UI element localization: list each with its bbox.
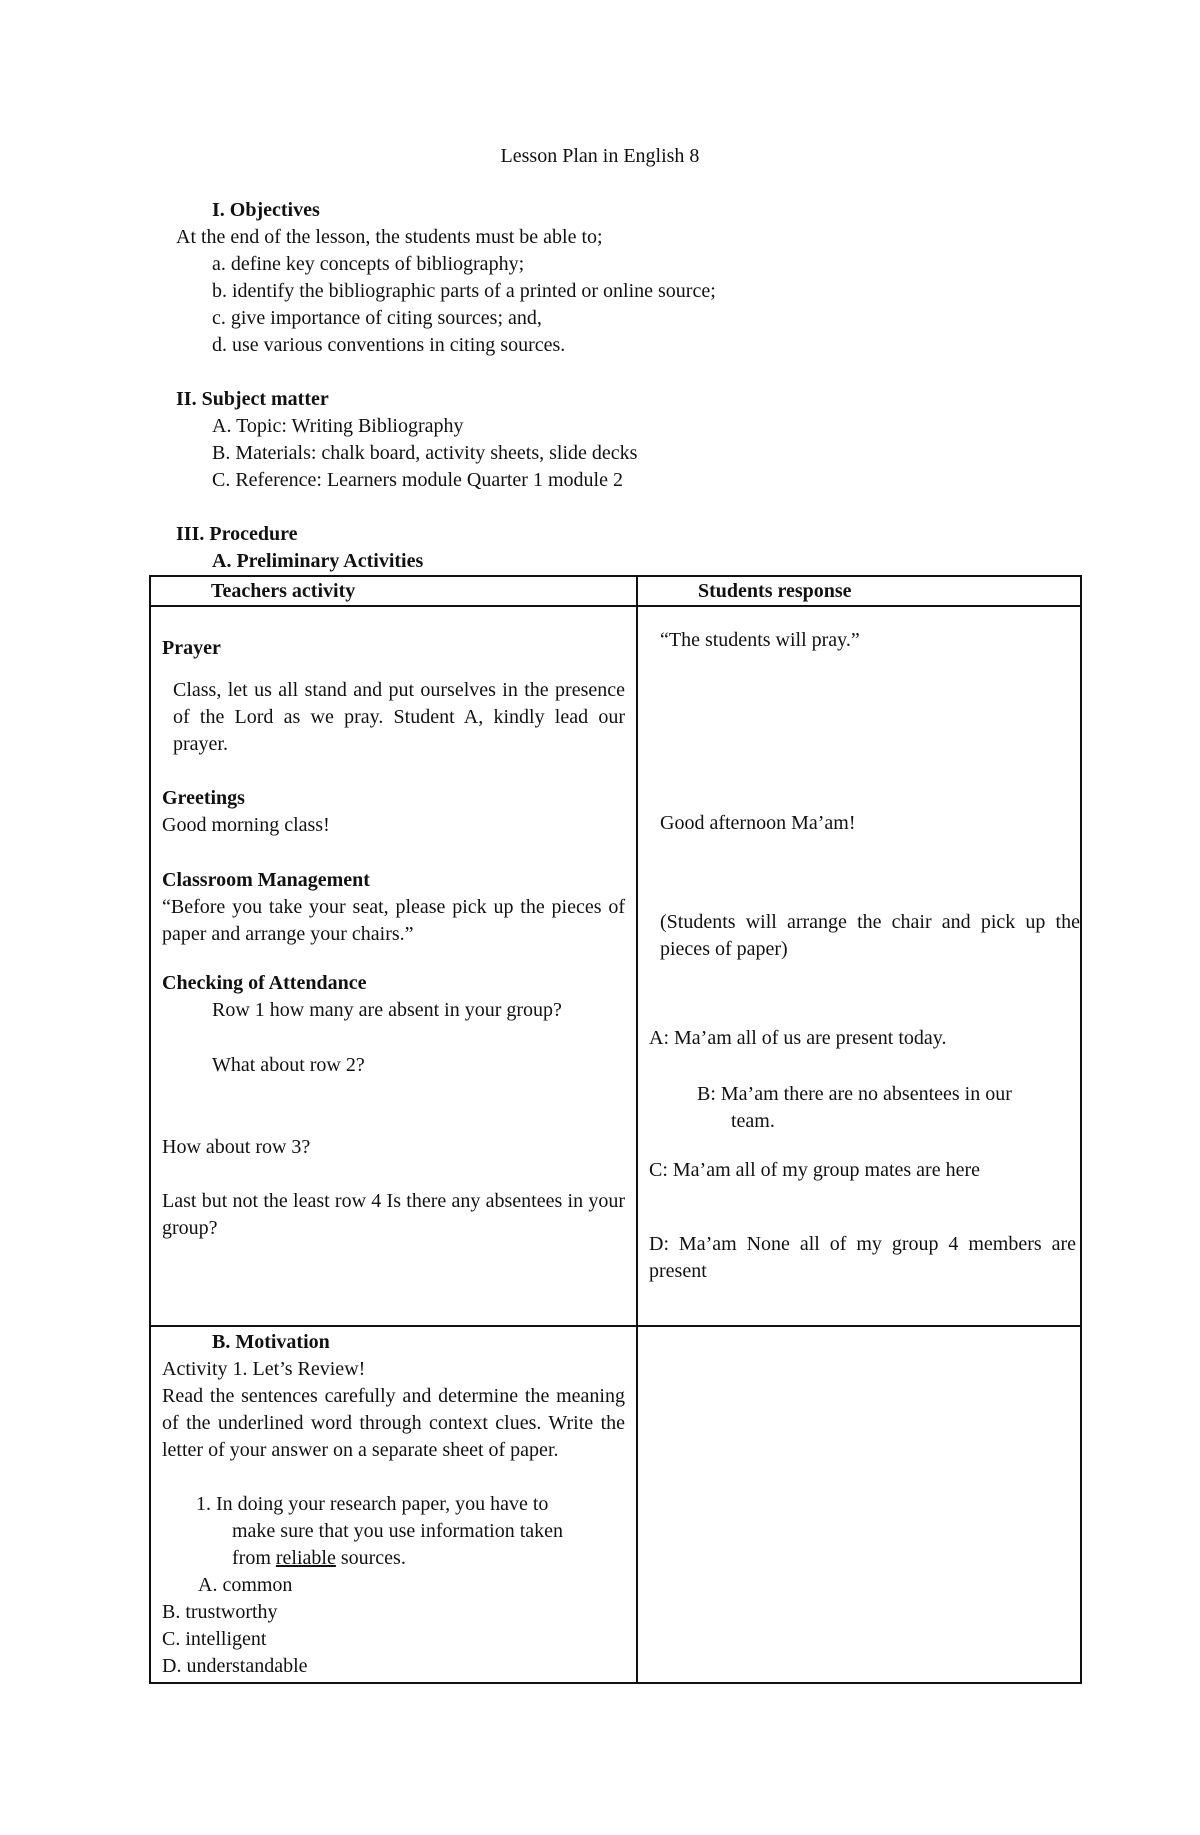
subject-matter-heading: II. Subject matter	[176, 388, 329, 410]
header-label: Students response	[698, 580, 852, 602]
teacher-cell-preliminary	[150, 606, 637, 1326]
subject-item: C. Reference: Learners module Quarter 1 module 2	[212, 469, 623, 491]
attendance-row3: How about row 3?	[162, 1136, 311, 1158]
student-cell-preliminary	[637, 606, 1081, 1326]
prayer-title: Prayer	[162, 637, 221, 659]
option-b: B. trustworthy	[162, 1601, 278, 1623]
table-row-preliminary	[150, 606, 1081, 1326]
teacher-cell-motivation	[150, 1326, 637, 1683]
underlined-word: reliable	[275, 1547, 336, 1569]
student-cell-motivation	[637, 1326, 1081, 1683]
response-row-b: B: Ma’am there are no absentees in our	[697, 1083, 1012, 1105]
preliminary-activities-heading: A. Preliminary Activities	[212, 550, 424, 572]
objective-item: b. identify the bibliographic parts of a printed or online source;	[212, 280, 716, 302]
classroom-management-text: “Before you take your seat, please pick up the pieces of paper and arrange your chairs.”	[162, 896, 625, 945]
motivation-title: B. Motivation	[212, 1331, 330, 1353]
teachers-activity-header	[150, 576, 637, 606]
objectives-list	[212, 251, 716, 359]
objectives-intro: At the end of the lesson, the students must be able to;	[176, 226, 603, 248]
question-1-text: from	[232, 1547, 276, 1569]
students-response-header	[637, 576, 1081, 606]
question-1-text-end: sources.	[335, 1547, 406, 1569]
subject-matter-list	[212, 413, 637, 494]
question-1-line3	[232, 1545, 406, 1572]
question-1-line1: 1. In doing your research paper, you have to	[196, 1493, 549, 1515]
subject-item: B. Materials: chalk board, activity sheets, slide decks	[212, 442, 638, 464]
response-row-d: D: Ma’am None all of my group 4 members are present	[649, 1233, 1076, 1282]
option-a: A. common	[198, 1574, 293, 1596]
option-c: C. intelligent	[162, 1628, 267, 1650]
attendance-row2: What about row 2?	[212, 1054, 365, 1076]
greetings-text: Good morning class!	[162, 814, 330, 836]
response-row-c: C: Ma’am all of my group mates are here	[649, 1159, 980, 1181]
classroom-management-title: Classroom Management	[162, 869, 370, 891]
attendance-row1: Row 1 how many are absent in your group?	[212, 999, 562, 1021]
objective-item: c. give importance of citing sources; and,	[212, 307, 542, 329]
motivation-activity: Activity 1. Let’s Review!	[162, 1358, 366, 1380]
table-header-row	[150, 576, 1081, 606]
procedure-heading: III. Procedure	[176, 523, 298, 545]
question-1-line2: make sure that you use information taken	[232, 1520, 564, 1542]
objective-item: a. define key concepts of bibliography;	[212, 253, 525, 275]
response-greeting: Good afternoon Ma’am!	[660, 812, 856, 834]
option-d: D. understandable	[162, 1655, 308, 1677]
prayer-text: Class, let us all stand and put ourselves in the presence of the Lord as we pray. Student A, kindly lead our prayer.	[173, 679, 625, 755]
response-row-b-cont: team.	[731, 1110, 775, 1132]
subject-item: A. Topic: Writing Bibliography	[212, 415, 464, 437]
lesson-table	[149, 575, 1082, 1684]
response-prayer: “The students will pray.”	[660, 629, 860, 651]
document-title: Lesson Plan in English 8	[500, 145, 700, 167]
response-row-a: A: Ma’am all of us are present today.	[649, 1027, 947, 1049]
response-classroom-management: (Students will arrange the chair and pick up the pieces of paper)	[660, 911, 1080, 960]
table-row-motivation	[150, 1326, 1081, 1683]
attendance-row4: Last but not the least row 4 Is there any absentees in your group?	[162, 1190, 625, 1239]
attendance-title: Checking of Attendance	[162, 972, 367, 994]
objectives-heading: I. Objectives	[212, 199, 320, 221]
objective-item: d. use various conventions in citing sources.	[212, 334, 566, 356]
header-label: Teachers activity	[211, 580, 356, 602]
motivation-instructions: Read the sentences carefully and determine the meaning of the underlined word through context clues. Write the letter of your answer on a separate sheet of paper.	[162, 1385, 625, 1461]
greetings-title: Greetings	[162, 787, 245, 809]
